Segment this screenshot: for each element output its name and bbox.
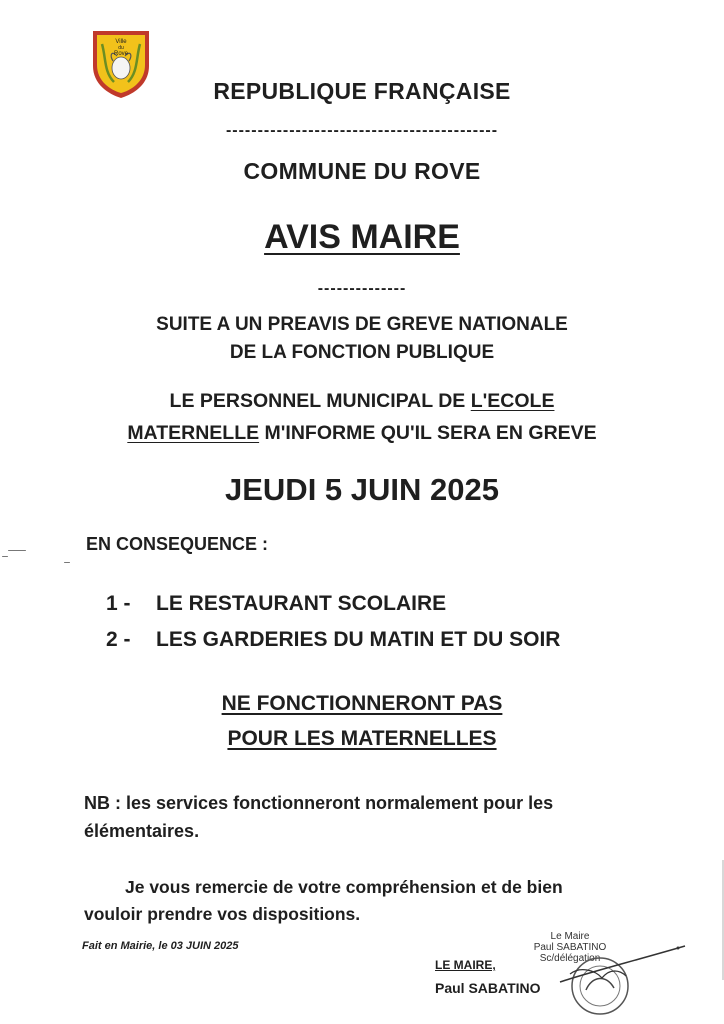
- thanks-line-2: vouloir prendre vos dispositions.: [84, 904, 361, 924]
- notice-line-1: [0, 390, 724, 413]
- crest-text-mid: du: [118, 45, 124, 51]
- nb-line-1: NB : les services fonctionneront normalement pour les: [84, 793, 554, 813]
- scan-speck: [8, 550, 26, 551]
- closure-line-1-text: NE FONCTIONNERONT PAS: [221, 692, 503, 715]
- crest-text-top: Ville: [115, 39, 127, 45]
- intro-line-2: DE LA FONCTION PUBLIQUE: [229, 342, 495, 363]
- intro-line-1: SUITE A UN PREAVIS DE GREVE NATIONALE: [156, 314, 568, 335]
- closure-line-2: [0, 727, 724, 751]
- list-item-label: LES GARDERIES DU MATIN ET DU SOIR: [156, 628, 561, 651]
- strike-date: JEUDI 5 JUIN 2025: [225, 472, 499, 507]
- list-item-number: 2 -: [106, 628, 131, 651]
- nb-line-2: élémentaires.: [84, 821, 200, 841]
- page-title-text: AVIS MAIRE: [264, 218, 460, 256]
- commune-heading: COMMUNE DU ROVE: [243, 158, 481, 184]
- separator-short: --------------: [317, 280, 407, 297]
- scan-speck: [2, 556, 8, 557]
- scan-speck: [64, 562, 70, 563]
- stamp-line-3: Sc/délégation: [539, 953, 601, 964]
- thanks-line-1: Je vous remercie de votre compréhension et de bien: [125, 877, 563, 897]
- notice-line-1-prefix: LE PERSONNEL MUNICIPAL DE: [169, 390, 471, 412]
- notice-line-2-suffix: M'INFORME QU'IL SERA EN GREVE: [259, 422, 597, 444]
- stamp-line-1: Le Maire: [550, 931, 590, 942]
- republic-heading: REPUBLIQUE FRANÇAISE: [213, 78, 511, 104]
- list-item: [106, 592, 446, 616]
- le-maire-label: LE MAIRE,: [435, 958, 496, 972]
- notice-line-1-underlined: L'ECOLE: [470, 390, 555, 412]
- official-stamp-icon: [540, 944, 710, 1024]
- closure-line-1: [0, 692, 724, 716]
- crest-text-bottom: Rove: [113, 51, 129, 57]
- list-item: [106, 628, 560, 652]
- separator-long: -------------------------------------------: [225, 122, 499, 139]
- fait-en-mairie: Fait en Mairie, le 03 JUIN 2025: [82, 940, 239, 952]
- stamp-line-2: Paul SABATINO: [533, 942, 607, 953]
- consequence-label: EN CONSEQUENCE :: [86, 534, 269, 554]
- signatory-name: Paul SABATINO: [435, 980, 541, 996]
- page-title: [0, 218, 724, 257]
- notice-line-2-underlined: MATERNELLE: [127, 422, 260, 444]
- list-item-number: 1 -: [106, 592, 131, 615]
- notice-line-2: [0, 422, 724, 445]
- closure-line-2-text: POUR LES MATERNELLES: [227, 727, 497, 750]
- list-item-label: LE RESTAURANT SCOLAIRE: [156, 592, 447, 615]
